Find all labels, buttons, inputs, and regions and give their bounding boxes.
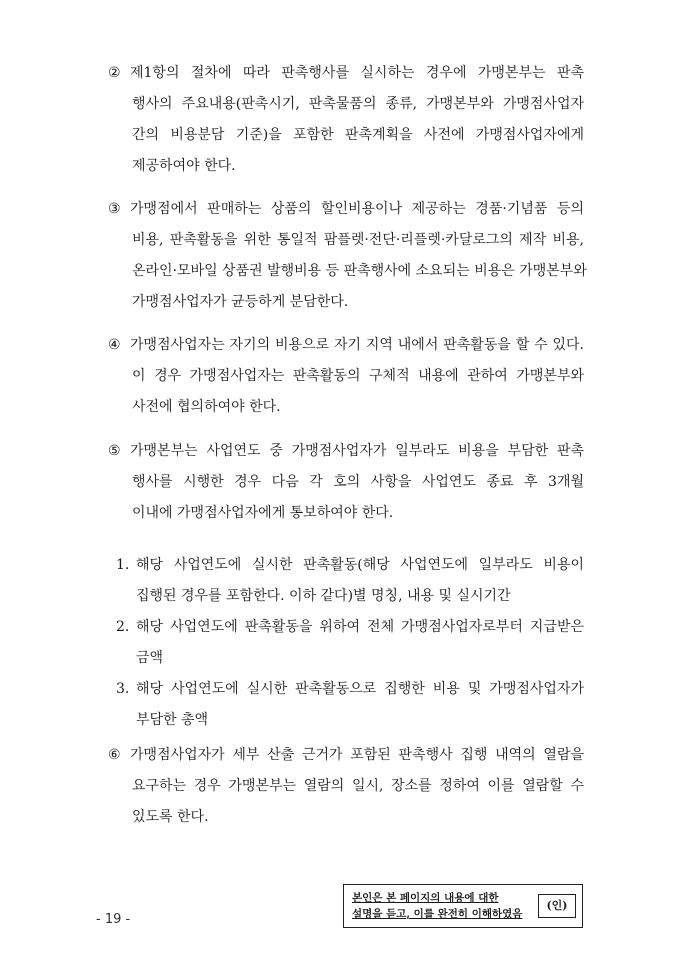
list-item: 3. 해당 사업연도에 실시한 판촉활동으로 집행한 비용 및 가맹점사업자가 xyxy=(116,674,584,705)
paragraph-line: 제공하여야 한다. xyxy=(132,158,236,174)
paragraph-line: 비용, 판촉활동을 위한 통일적 팜플렛·전단·리플렛·카달로그의 제작 비용, xyxy=(132,232,584,248)
paragraph-line: 간의 비용분담 기준)을 포함한 판촉계획을 사전에 가맹점사업자에게 xyxy=(132,127,584,143)
paragraph-line: 온라인·모바일 상품권 발행비용 등 판촉행사에 소요되는 비용은 가맹본부와 xyxy=(132,263,587,279)
page-number: - 19 - xyxy=(96,912,131,927)
paragraph-line: 요구하는 경우 가맹본부는 열람의 일시, 장소를 정하여 이를 열람할 수 xyxy=(132,778,584,794)
paragraph-2 xyxy=(108,58,584,182)
paragraph-line: 사전에 협의하여야 한다. xyxy=(132,399,281,415)
list-item-number: 3. xyxy=(116,681,130,697)
paragraph-number: ③ xyxy=(108,201,121,217)
paragraph-line: 제1항의 절차에 따라 판촉행사를 실시하는 경우에 가맹본부는 판촉 xyxy=(130,65,584,81)
numbered-list xyxy=(116,550,584,736)
list-item-line: 부담한 총액 xyxy=(136,712,209,728)
seal-box: (인) xyxy=(538,894,576,918)
paragraph-line: 가맹점사업자는 자기의 비용으로 자기 지역 내에서 판촉활동을 할 수 있다. xyxy=(130,337,584,353)
list-item-number: 1. xyxy=(116,557,130,573)
paragraph-line: 가맹점사업자가 균등하게 분담한다. xyxy=(132,294,349,310)
paragraph-number: ④ xyxy=(108,337,121,353)
paragraph-line: 있도록 한다. xyxy=(132,809,209,825)
list-item: 2. 해당 사업연도에 판촉활동을 위하여 전체 가맹점사업자로부터 지급받은 xyxy=(116,612,584,643)
paragraph-line: 가맹본부는 사업연도 중 가맹점사업자가 일부라도 비용을 부담한 판촉 xyxy=(130,443,584,459)
paragraph-4 xyxy=(108,330,584,423)
paragraph-number: ⑤ xyxy=(108,443,121,459)
paragraph-5 xyxy=(108,436,584,529)
confirmation-text: 본인은 본 페이지의 내용에 대한 설명을 듣고, 이를 완전히 이해하였음 xyxy=(352,892,523,920)
paragraph-number: ⑥ xyxy=(108,747,121,763)
paragraph-line: 이내에 가맹점사업자에게 통보하여야 한다. xyxy=(132,505,394,521)
paragraph-number: ② xyxy=(108,65,121,81)
paragraph-3 xyxy=(108,194,587,318)
list-item-line: 금액 xyxy=(136,650,164,666)
confirmation-box xyxy=(343,884,583,928)
paragraph-line: 행사를 시행한 경우 다음 각 호의 사항을 사업연도 종료 후 3개월 xyxy=(132,474,584,490)
list-item-number: 2. xyxy=(116,619,130,635)
paragraph-6 xyxy=(108,740,584,833)
list-item: 1. 해당 사업연도에 실시한 판촉활동(해당 사업연도에 일부라도 비용이 xyxy=(116,550,584,581)
paragraph-line: 이 경우 가맹점사업자는 판촉활동의 구체적 내용에 관하여 가맹본부와 xyxy=(132,368,584,384)
paragraph-line: 행사의 주요내용(판촉시기, 판촉물품의 종류, 가맹본부와 가맹점사업자 xyxy=(132,96,584,112)
paragraph-line: 가맹점에서 판매하는 상품의 할인비용이나 제공하는 경품·기념품 등의 xyxy=(130,201,584,217)
list-item-line: 집행된 경우를 포함한다. 이하 같다)별 명칭, 내용 및 실시기간 xyxy=(136,588,511,604)
paragraph-line: 가맹점사업자가 세부 산출 근거가 포함된 판촉행사 집행 내역의 열람을 xyxy=(130,747,584,763)
